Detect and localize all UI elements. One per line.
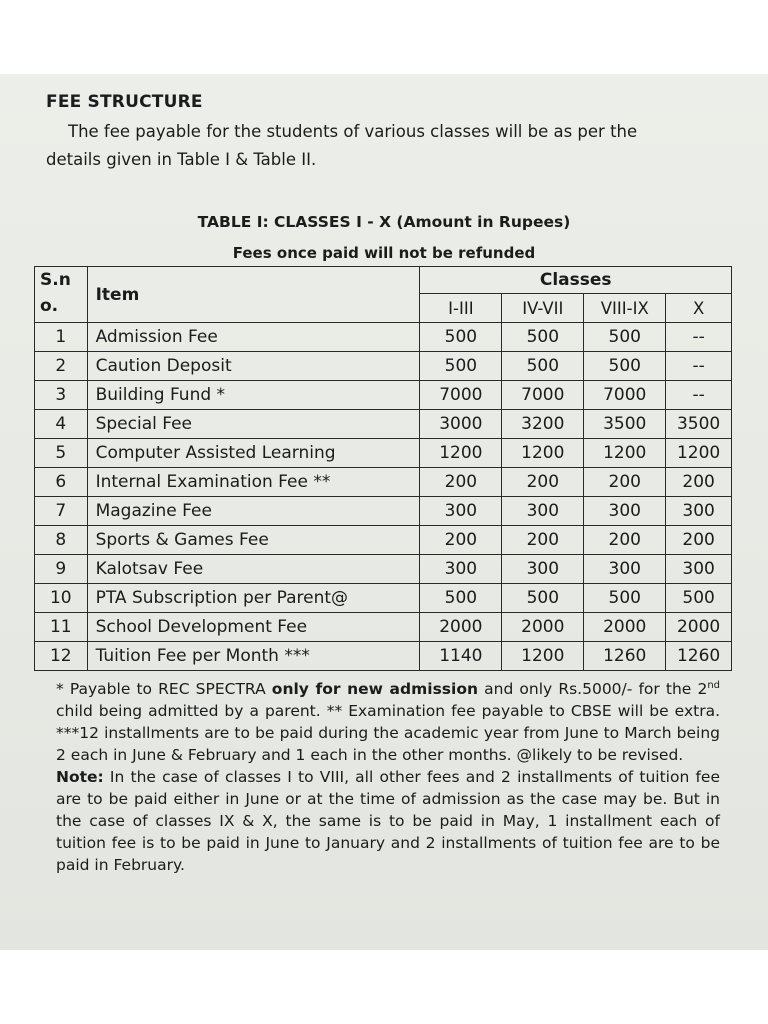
cell-value: 500	[502, 323, 584, 352]
cell-value: 500	[584, 352, 666, 381]
cell-value: 300	[420, 497, 502, 526]
ordinal-superscript: nd	[707, 679, 720, 691]
cell-value: 300	[666, 497, 732, 526]
table-row	[35, 497, 732, 526]
cell-sn: 6	[35, 468, 88, 497]
cell-item: Magazine Fee	[87, 497, 420, 526]
cell-value: 300	[666, 555, 732, 584]
cell-sn: 7	[35, 497, 88, 526]
cell-sn: 11	[35, 613, 88, 642]
footnote-emphasis: only for new admission	[271, 680, 479, 698]
cell-value: 500	[502, 352, 584, 381]
cell-value: 500	[420, 352, 502, 381]
table-row	[35, 323, 732, 352]
cell-value: 7000	[584, 381, 666, 410]
table-row	[35, 555, 732, 584]
cell-value: 7000	[502, 381, 584, 410]
table-row	[35, 613, 732, 642]
cell-item: Computer Assisted Learning	[87, 439, 420, 468]
table-row	[35, 584, 732, 613]
cell-sn: 9	[35, 555, 88, 584]
cell-value: 500	[666, 584, 732, 613]
header-classes: Classes	[420, 267, 732, 294]
footnotes	[56, 678, 720, 876]
cell-value: 300	[502, 555, 584, 584]
cell-sn: 2	[35, 352, 88, 381]
cell-sn: 5	[35, 439, 88, 468]
cell-value: 3500	[584, 410, 666, 439]
cell-value: 200	[502, 468, 584, 497]
cell-value: 1200	[502, 439, 584, 468]
cell-value: 1200	[502, 642, 584, 671]
header-class-col: IV-VII	[502, 294, 584, 323]
cell-item: Internal Examination Fee **	[87, 468, 420, 497]
intro-line-1: The fee payable for the students of various classes will be as per the	[68, 122, 638, 141]
header-class-col: X	[666, 294, 732, 323]
table-subtitle: Fees once paid will not be refunded	[232, 244, 536, 262]
note-text: In the case of classes I to VIII, all other fees and 2 installments of tuition fee are to be paid either in June or at the time of admission as the case may be. But in the case of classes IX & X, the same is to be paid in May, 1 installment each of tuition fee is to be paid in June to January and 2 installments of tuition fee are to be paid in February.	[56, 768, 720, 874]
footnote-text: * Payable to REC SPECTRA	[56, 680, 272, 698]
table-row	[35, 410, 732, 439]
header-class-col: I-III	[420, 294, 502, 323]
cell-value: 300	[420, 555, 502, 584]
cell-value: 3000	[420, 410, 502, 439]
intro-line-2: details given in Table I & Table II.	[46, 150, 317, 169]
intro-paragraph	[46, 118, 726, 174]
header-class-col: VIII-IX	[584, 294, 666, 323]
cell-item: Sports & Games Fee	[87, 526, 420, 555]
cell-value: 200	[584, 468, 666, 497]
cell-sn: 10	[35, 584, 88, 613]
table-row	[35, 352, 732, 381]
table-row	[35, 526, 732, 555]
cell-value: 500	[584, 584, 666, 613]
header-serial-number: S.n o.	[35, 267, 88, 323]
cell-item: Building Fund *	[87, 381, 420, 410]
cell-value: --	[666, 381, 732, 410]
cell-value: 300	[502, 497, 584, 526]
fee-table	[34, 266, 732, 671]
cell-item: School Development Fee	[87, 613, 420, 642]
cell-value: 200	[420, 468, 502, 497]
footnote-text: and only Rs.5000/- for the 2	[478, 680, 708, 698]
table-body	[35, 323, 732, 671]
cell-value: 300	[584, 555, 666, 584]
footnote-text: child being admitted by a parent. ** Examination fee payable to CBSE will be extra. ***12 installments are to be paid during the academic year from June to March being 2 each in June & February and 1 each in the other months. @likely to be revised.	[56, 702, 720, 764]
cell-value: 500	[420, 584, 502, 613]
table-header-row	[35, 267, 732, 294]
cell-sn: 4	[35, 410, 88, 439]
cell-sn: 3	[35, 381, 88, 410]
table-title: TABLE I: CLASSES I - X (Amount in Rupees)	[197, 213, 571, 231]
cell-item: PTA Subscription per Parent@	[87, 584, 420, 613]
cell-sn: 12	[35, 642, 88, 671]
cell-item: Admission Fee	[87, 323, 420, 352]
cell-value: 500	[420, 323, 502, 352]
cell-value: 200	[666, 468, 732, 497]
cell-value: --	[666, 352, 732, 381]
cell-value: 200	[420, 526, 502, 555]
cell-value: 2000	[502, 613, 584, 642]
table-row	[35, 439, 732, 468]
cell-value: 3200	[502, 410, 584, 439]
cell-value: 500	[502, 584, 584, 613]
cell-value: 2000	[666, 613, 732, 642]
cell-value: 1260	[584, 642, 666, 671]
table-row	[35, 468, 732, 497]
cell-value: 3500	[666, 410, 732, 439]
cell-value: 1140	[420, 642, 502, 671]
cell-value: 2000	[420, 613, 502, 642]
cell-value: 1260	[666, 642, 732, 671]
cell-value: 7000	[420, 381, 502, 410]
cell-item: Special Fee	[87, 410, 420, 439]
cell-item: Tuition Fee per Month ***	[87, 642, 420, 671]
cell-value: 1200	[666, 439, 732, 468]
cell-item: Kalotsav Fee	[87, 555, 420, 584]
header-item: Item	[87, 267, 420, 323]
cell-value: 500	[584, 323, 666, 352]
section-heading: FEE STRUCTURE	[46, 92, 203, 112]
cell-item: Caution Deposit	[87, 352, 420, 381]
table-row	[35, 642, 732, 671]
cell-value: 300	[584, 497, 666, 526]
cell-sn: 1	[35, 323, 88, 352]
note-label: Note:	[56, 768, 104, 786]
cell-value: 1200	[420, 439, 502, 468]
cell-value: 200	[584, 526, 666, 555]
cell-value: 200	[502, 526, 584, 555]
cell-value: --	[666, 323, 732, 352]
cell-value: 2000	[584, 613, 666, 642]
cell-value: 1200	[584, 439, 666, 468]
table-row	[35, 381, 732, 410]
cell-sn: 8	[35, 526, 88, 555]
cell-value: 200	[666, 526, 732, 555]
